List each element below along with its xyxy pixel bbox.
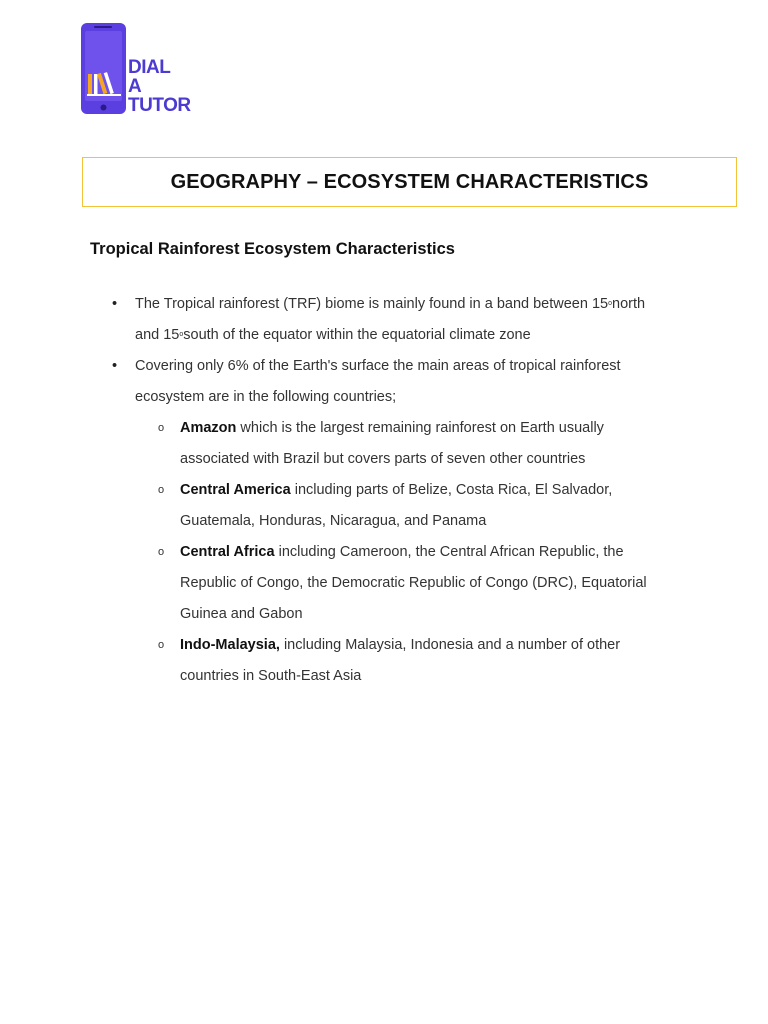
circle-bullet-icon: o (158, 422, 165, 434)
bullet-item-location (110, 289, 670, 351)
circle-bullet-icon: o (158, 484, 165, 496)
sub-item-term: Amazon (180, 420, 237, 436)
degree-symbol: o (608, 300, 612, 307)
sub-item-term: Central America (180, 482, 291, 498)
bullet-text-part2: north and 15 (135, 296, 646, 343)
logo-text-a: A (128, 76, 142, 97)
sub-item-term: Central Africa (180, 544, 275, 560)
sub-item-text: which is the largest remaining rainforest on Earth usually associated with Brazil but covers parts of seven other countries (180, 420, 604, 467)
bullet-list (110, 289, 670, 692)
document-title: GEOGRAPHY – ECOSYSTEM CHARACTERISTICS (170, 170, 649, 193)
bullet-item-coverage (110, 351, 670, 692)
logo-text-dial: DIAL (128, 57, 171, 78)
sub-item-amazon (135, 413, 670, 475)
degree-symbol: o (179, 331, 184, 338)
sub-item-indo-malaysia (135, 630, 670, 692)
bullet-text-part1: The Tropical rainforest (TRF) biome is mainly found in a band between 15 (135, 296, 609, 312)
sub-item-term: Indo-Malaysia, (180, 637, 280, 653)
bullet-text: Covering only 6% of the Earth's surface the main areas of tropical rainforest ecosystem are in the following countries; (135, 358, 621, 405)
circle-bullet-icon: o (158, 639, 165, 651)
phone-books-icon (80, 22, 128, 116)
circle-bullet-icon: o (158, 546, 165, 558)
section-heading: Tropical Rainforest Ecosystem Characteristics (90, 240, 455, 258)
sub-item-central-america (135, 475, 670, 537)
bullet-text-part3: south of the equator within the equatorial climate zone (183, 327, 531, 343)
sub-list (135, 413, 670, 692)
sub-item-text: including parts of Belize, Costa Rica, El Salvador, Guatemala, Honduras, Nicaragua, and Panama (180, 482, 613, 529)
sub-item-central-africa (135, 537, 670, 630)
logo-wordmark (128, 58, 191, 115)
content-body (110, 289, 670, 692)
title-box (82, 157, 737, 207)
sub-item-text: including Malaysia, Indonesia and a number of other countries in South-East Asia (180, 637, 621, 684)
sub-item-text: including Cameroon, the Central African Republic, the Republic of Congo, the Democratic Republic of Congo (DRC), Equatorial Guinea and Gabon (180, 544, 647, 622)
dial-a-tutor-logo (80, 22, 200, 118)
logo-text-tutor: TUTOR (128, 95, 191, 116)
